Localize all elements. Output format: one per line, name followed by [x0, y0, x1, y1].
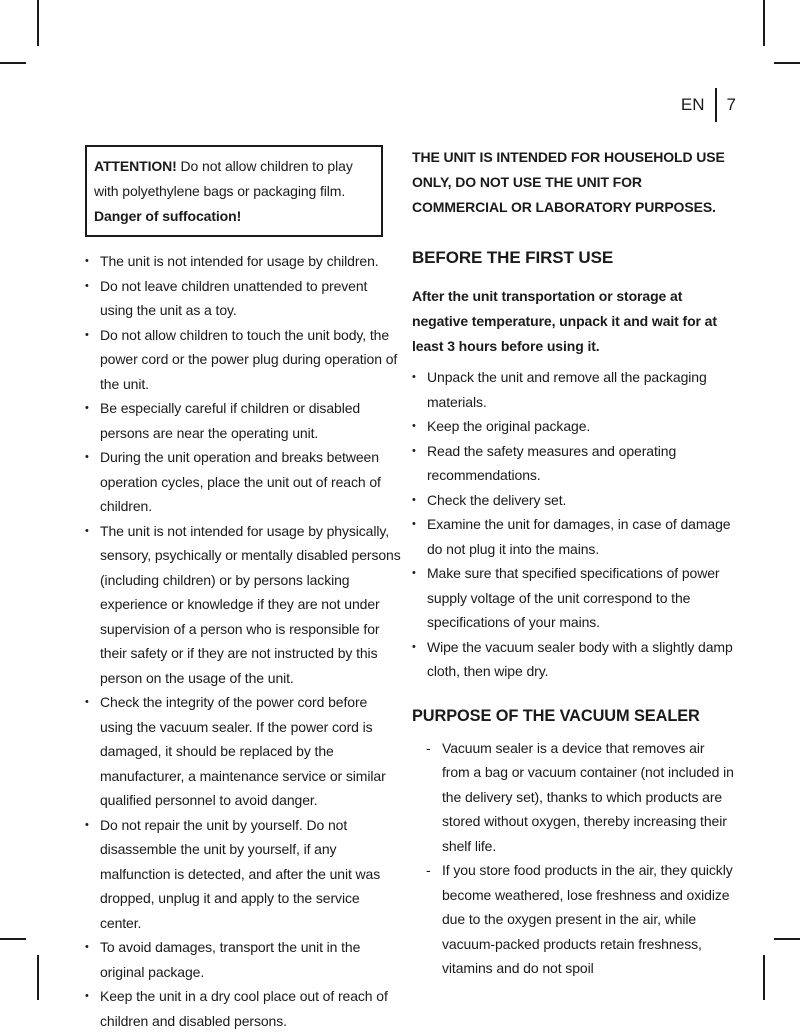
list-item: • Keep the unit in a dry cool place out of reach of children and disabled persons. [85, 984, 403, 1033]
attention-danger: Danger of suffocation! [94, 208, 242, 224]
list-item: • The unit is not intended for usage by children. [85, 249, 403, 274]
crop-mark [37, 955, 39, 1000]
language-code: EN [680, 95, 705, 114]
intended-use-notice: THE UNIT IS INTENDED FOR HOUSEHOLD USE ONLY, DO NOT USE THE UNIT FOR COMMERCIAL OR LABORATORY PURPOSES. [412, 149, 725, 215]
list-item: • Be especially careful if children or disabled persons are near the operating unit. [85, 396, 403, 445]
crop-mark [774, 62, 800, 64]
header-divider [715, 88, 717, 122]
attention-lead: ATTENTION! [94, 158, 177, 174]
list-item: • Check the integrity of the power cord before using the vacuum sealer. If the power cord is damaged, it should be replaced by the manufacturer, a maintenance service or similar qualified personnel to avoid danger. [85, 690, 403, 813]
crop-mark [763, 955, 765, 1000]
crop-mark [763, 0, 765, 46]
storage-note: After the unit transportation or storage at negative temperature, unpack it and wait for at least 3 hours before using it. [412, 288, 717, 354]
list-item: • To avoid damages, transport the unit in the original package. [85, 935, 403, 984]
list-item: • Read the safety measures and operating recommendations. [412, 439, 734, 488]
crop-mark [37, 0, 39, 46]
right-column [412, 145, 734, 981]
purpose-title: PURPOSE OF THE VACUUM SEALER [412, 706, 700, 725]
list-item: • During the unit operation and breaks between operation cycles, place the unit out of reach of children. [85, 445, 403, 519]
purpose-list [412, 736, 734, 981]
list-item: • Do not repair the unit by yourself. Do not disassemble the unit by yourself, if any malfunction is detected, and after the unit was dropped, unplug it and apply to the service center. [85, 813, 403, 936]
crop-mark [774, 938, 800, 940]
list-item: • Wipe the vacuum sealer body with a slightly damp cloth, then wipe dry. [412, 635, 734, 684]
attention-box [85, 145, 383, 237]
list-item: • The unit is not intended for usage by physically, sensory, psychically or mentally disabled persons (including children) or by persons lacking experience or knowledge if they are not under supervision of a person who is responsible for their safety or if they are not instructed by this person on the usage of the unit. [85, 519, 403, 691]
list-item: • Check the delivery set. [412, 488, 734, 513]
list-item: - Vacuum sealer is a device that removes air from a bag or vacuum container (not included in the delivery set), thanks to which products are stored without oxygen, thereby increasing their shelf life. [412, 736, 734, 859]
list-item: • Unpack the unit and remove all the packaging materials. [412, 365, 734, 414]
list-item: - If you store food products in the air, they quickly become weathered, lose freshness and oxidize due to the oxygen present in the air, while vacuum-packed products retain freshness, vitamins and do not spoil [412, 858, 734, 981]
list-item: • Make sure that specified specifications of power supply voltage of the unit correspond to the specifications of your mains. [412, 561, 734, 635]
crop-mark [0, 62, 26, 64]
list-item: • Do not allow children to touch the unit body, the power cord or the power plug during operation of the unit. [85, 323, 403, 397]
list-item: • Do not leave children unattended to prevent using the unit as a toy. [85, 274, 403, 323]
page-header [681, 88, 736, 122]
crop-mark [0, 938, 26, 940]
list-item: • Examine the unit for damages, in case of damage do not plug it into the mains. [412, 512, 734, 561]
page-number: 7 [726, 95, 736, 114]
list-item: • Keep the original package. [412, 414, 734, 439]
before-use-list [412, 365, 734, 684]
safety-list [85, 249, 403, 1033]
before-first-use-title: BEFORE THE FIRST USE [412, 248, 614, 267]
attention-text: Do not allow children to play with polyethylene bags or packaging film. [94, 158, 353, 199]
left-column [85, 145, 403, 1033]
